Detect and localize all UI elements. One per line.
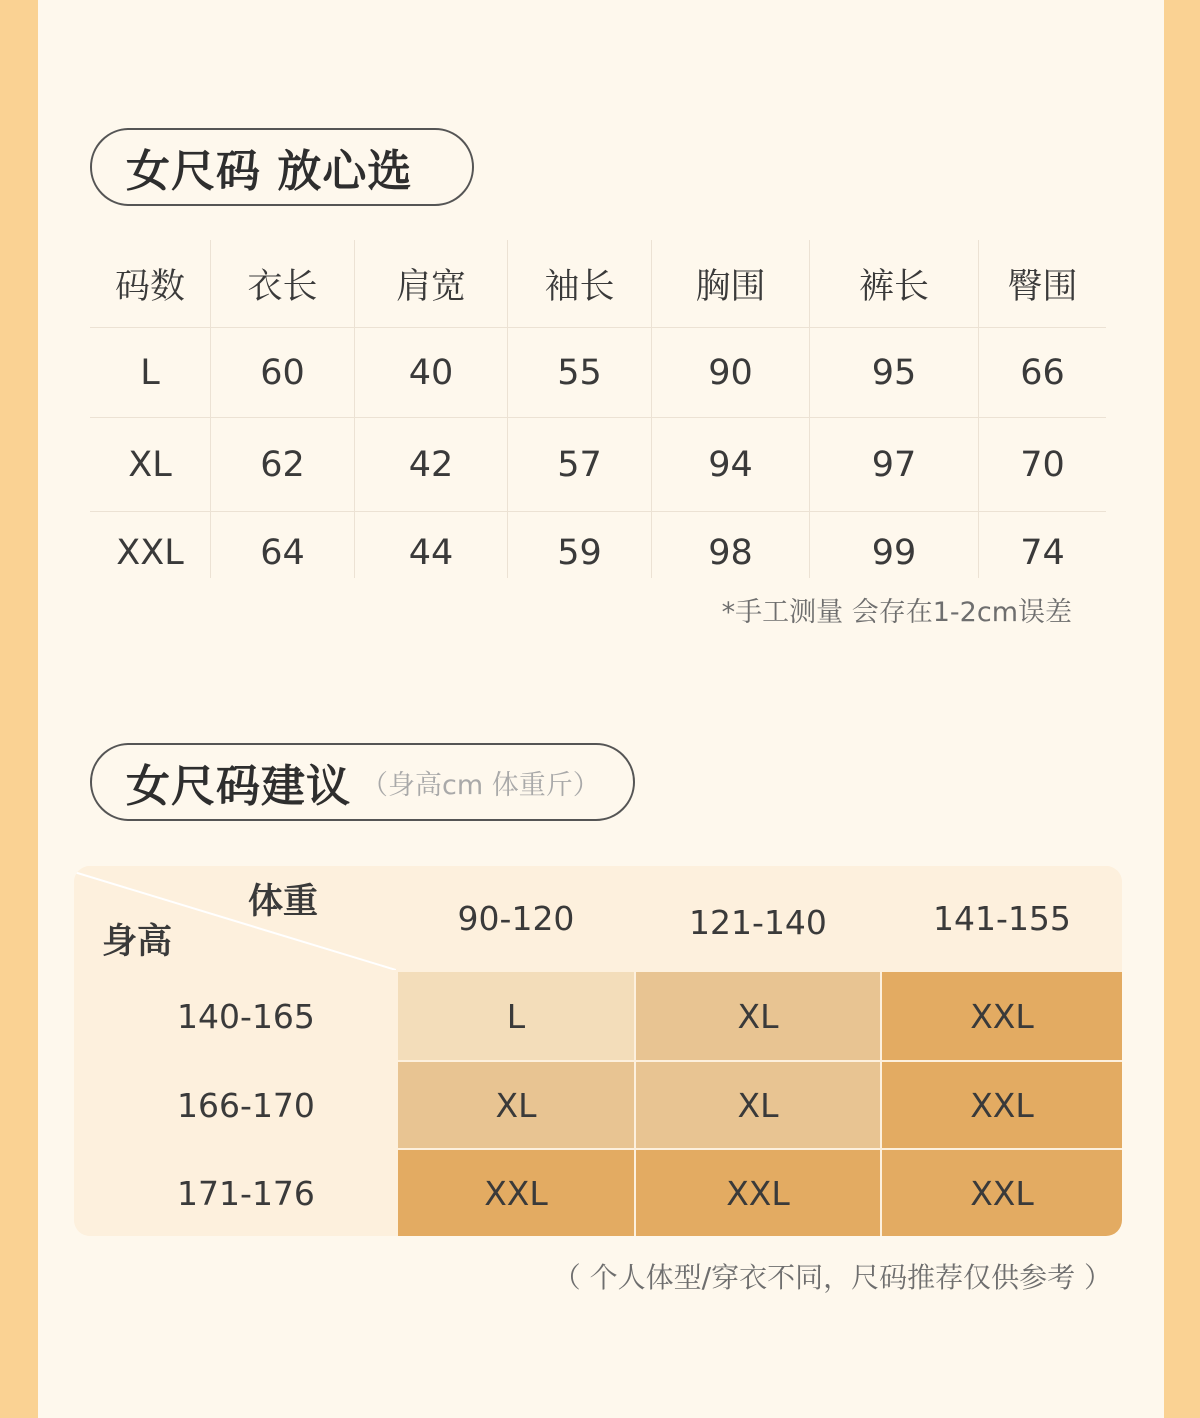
size-cell-XXL: XXL: [882, 1062, 1122, 1148]
size-cell-L: L: [398, 972, 634, 1060]
value-cell: 94: [652, 417, 810, 511]
value-cell: 66: [979, 327, 1106, 417]
value-cell: 57: [508, 417, 652, 511]
height-header: 171-176: [74, 1150, 418, 1236]
value-cell: 70: [979, 417, 1106, 511]
size-cell-XL: XL: [636, 972, 880, 1060]
size-cell-XXL: XXL: [882, 1150, 1122, 1236]
table-row: [90, 417, 1106, 511]
value-cell: 55: [508, 327, 652, 417]
value-cell: 42: [355, 417, 508, 511]
weight-header: 141-155: [882, 866, 1122, 970]
size-cell-XL: XL: [636, 1062, 880, 1148]
table-row: [90, 327, 1106, 417]
size-chart-title-pill: [90, 128, 474, 206]
height-header: 166-170: [74, 1062, 418, 1148]
weight-header: 121-140: [636, 870, 880, 974]
value-cell: 99: [810, 511, 979, 578]
value-cell: 74: [979, 511, 1106, 578]
size-cell: XXL: [90, 511, 211, 578]
value-cell: 40: [355, 327, 508, 417]
corner-weight-label: 体重: [248, 882, 319, 922]
size-advice-title-pill: [90, 743, 635, 821]
column-header-pants-length: 裤长: [810, 240, 979, 327]
column-header-sleeve: 袖长: [508, 240, 652, 327]
size-cell-XXL: XXL: [398, 1150, 634, 1236]
size-cell-XL: XL: [398, 1062, 634, 1148]
value-cell: 98: [652, 511, 810, 578]
value-cell: 64: [211, 511, 355, 578]
value-cell: 60: [211, 327, 355, 417]
value-cell: 44: [355, 511, 508, 578]
size-chart-table: [90, 240, 1106, 578]
column-header-size: 码数: [90, 240, 211, 327]
column-header-bust: 胸围: [652, 240, 810, 327]
weight-header: 90-120: [398, 866, 634, 970]
size-advice-subtitle: （身高cm 体重斤）: [361, 769, 600, 801]
corner-cell: [74, 866, 396, 970]
value-cell: 59: [508, 511, 652, 578]
size-advice-title: 女尺码建议: [126, 761, 351, 812]
size-cell: L: [90, 327, 211, 417]
column-header-shoulder: 肩宽: [355, 240, 508, 327]
size-cell: XL: [90, 417, 211, 511]
column-header-length: 衣长: [211, 240, 355, 327]
right-side-bar: [1164, 0, 1200, 1418]
size-cell-XXL: XXL: [882, 972, 1122, 1060]
corner-height-label: 身高: [102, 922, 173, 962]
value-cell: 62: [211, 417, 355, 511]
left-side-bar: [0, 0, 38, 1418]
table-row: [90, 511, 1106, 578]
value-cell: 90: [652, 327, 810, 417]
size-chart-header-row: [90, 240, 1106, 327]
size-cell-XXL: XXL: [636, 1150, 880, 1236]
height-header: 140-165: [74, 972, 418, 1060]
size-chart-title: 女尺码 放心选: [126, 146, 413, 197]
value-cell: 95: [810, 327, 979, 417]
recommendation-footnote: （ 个人体型/穿衣不同，尺码推荐仅供参考 ）: [552, 1261, 1112, 1294]
measurement-note: *手工测量 会存在1-2cm误差: [721, 597, 1072, 628]
size-recommendation-grid: [74, 866, 1122, 1236]
column-header-hip: 臀围: [1007, 266, 1078, 307]
value-cell: 97: [810, 417, 979, 511]
